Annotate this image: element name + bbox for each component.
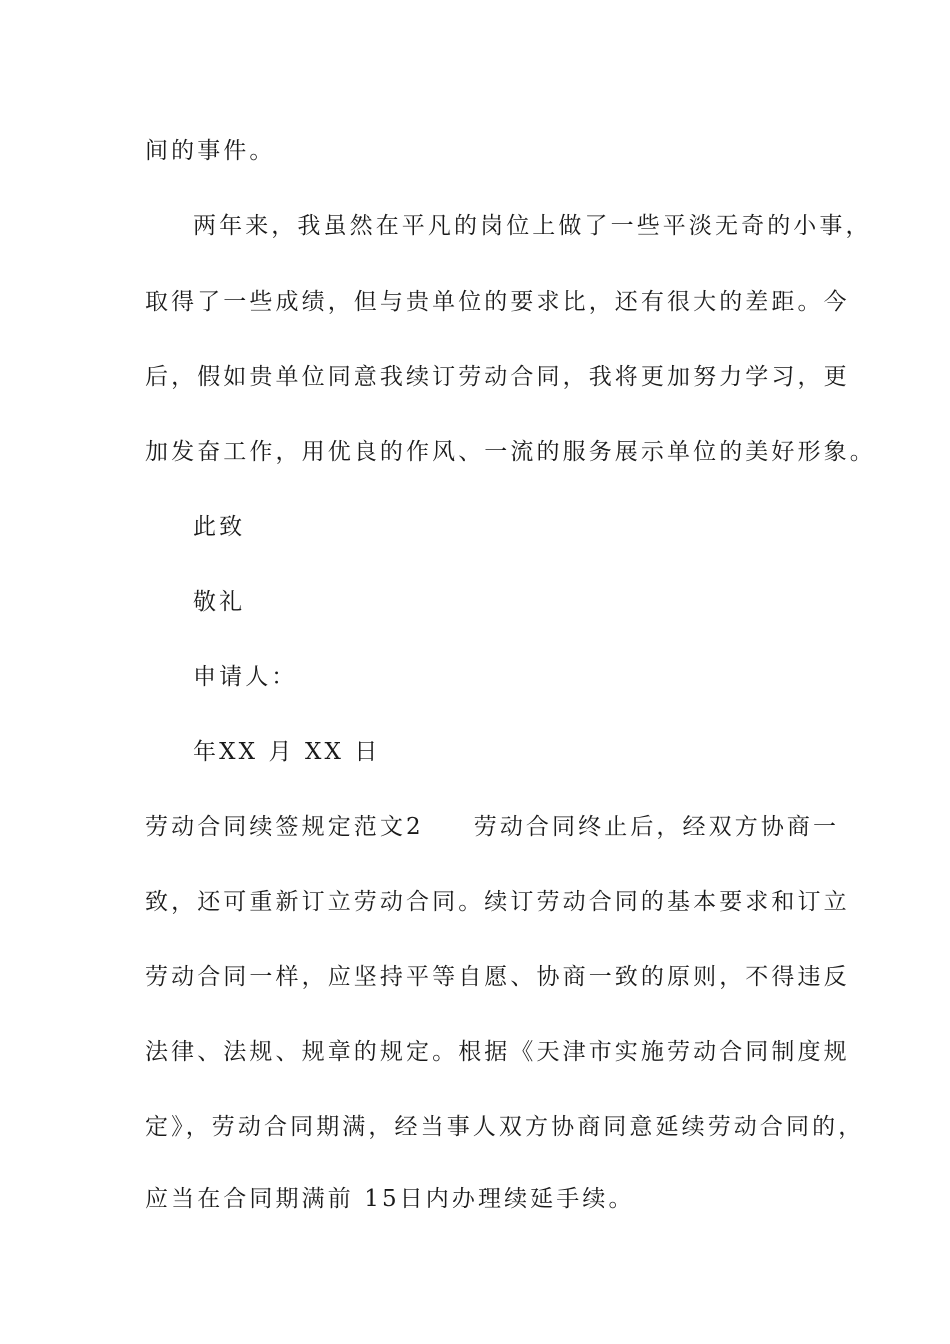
- text-line: 后，假如贵单位同意我续订劳动合同，我将更加努力学习，更: [145, 364, 850, 390]
- applicant-label: 申请人：: [193, 664, 298, 690]
- section-text: 劳动合同终止后，经双方协商一: [473, 814, 840, 840]
- text-line: 应当在合同期满前 15日内办理续延手续。: [145, 1186, 635, 1212]
- text-line: 致，还可重新订立劳动合同。续订劳动合同的基本要求和订立: [145, 889, 850, 915]
- closing-regards: 敬礼: [193, 589, 246, 615]
- text-line: 劳动合同一样，应坚持平等自愿、协商一致的原则，不得违反: [145, 964, 850, 990]
- section-line: [145, 812, 845, 842]
- text-line: 两年来，我虽然在平凡的岗位上做了一些平淡无奇的小事，: [193, 213, 872, 239]
- text-line: 定》，劳动合同期满，经当事人双方协商同意延续劳动合同的，: [145, 1114, 865, 1140]
- section-heading: 劳动合同续签规定范文2: [145, 814, 424, 840]
- text-line: 间的事件。: [145, 138, 276, 164]
- closing-salutation: 此致: [193, 514, 246, 540]
- date-line: 年XX 月 XX 日: [193, 739, 381, 765]
- text-line: 加发奋工作，用优良的作风、一流的服务展示单位的美好形象。: [145, 439, 876, 465]
- text-line: 取得了一些成绩，但与贵单位的要求比，还有很大的差距。今: [145, 289, 850, 315]
- text-line: 法律、法规、规章的规定。根据《天津市实施劳动合同制度规: [145, 1039, 850, 1065]
